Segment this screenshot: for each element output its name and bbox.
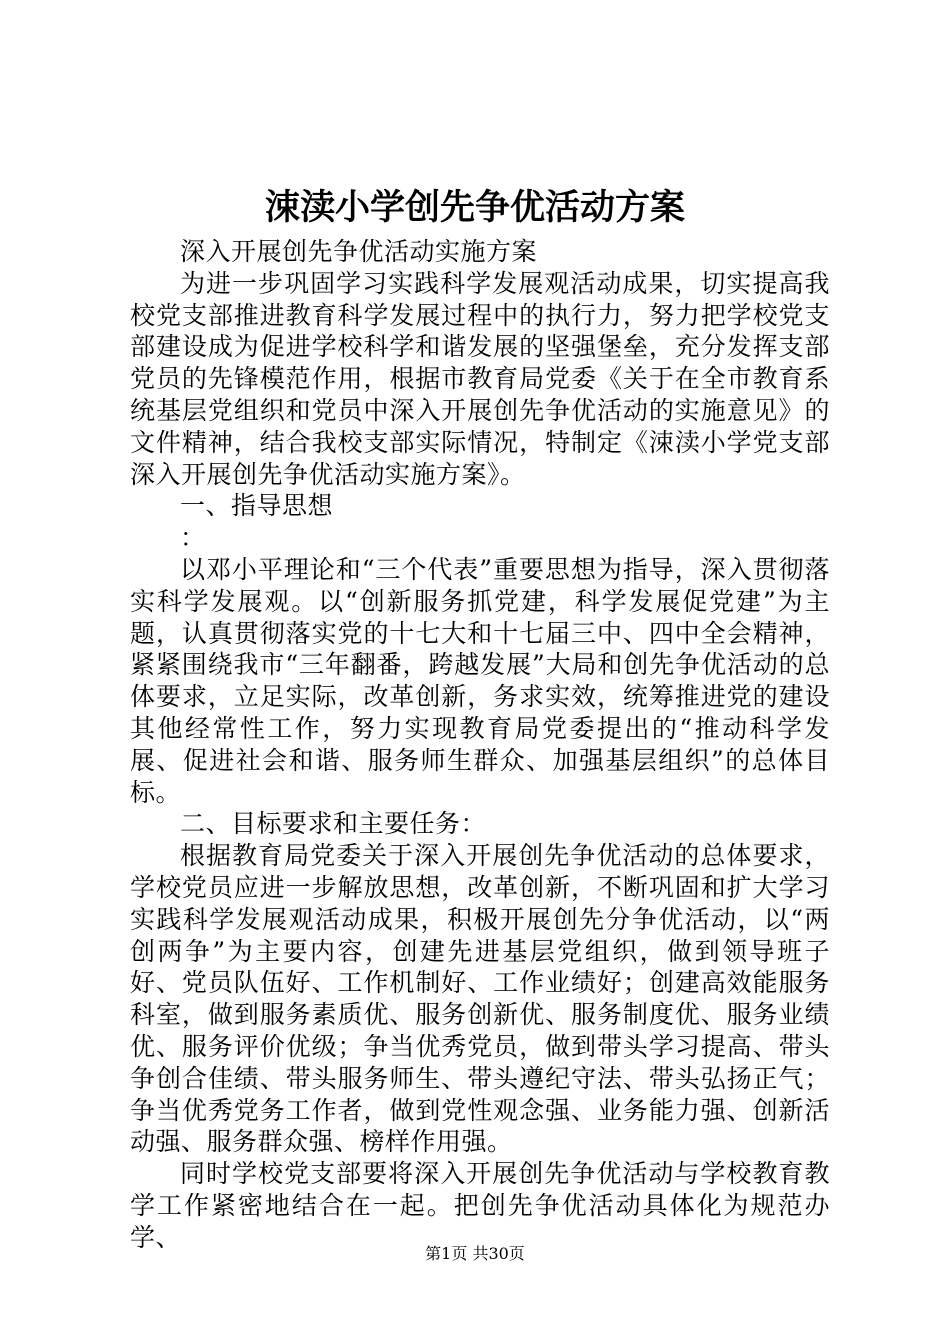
paragraph-subtitle: 深入开展创先争优活动实施方案	[180, 237, 538, 266]
page-footer: 第1页 共30页	[425, 1244, 525, 1263]
section-heading-guiding-thought: 一、指导思想	[180, 491, 334, 521]
section-heading-goals: 二、目标要求和主要任务：	[180, 809, 487, 839]
paragraph-goals: 根据教育局党委关于深入开展创先争优活动的总体要求，学校党员应进一步解放思想，改革创新，不断巩固和扩大学习实践科学发展观活动成果，积极开展创先分争优活动，以“两创两争”为主要内容，创建先进基层党组织，做到领导班子好、党员队伍好、工作机制好、工作业绩好；创建高效能服务科室，做到服务素质优、服务创新优、服务制度优、服务业绩优、服务评价优级；争当优秀党员，做到带头学习提高、带头争创合佳绩、带头服务师生、带头遵纪守法、带头弘扬正气；争当优秀党务工作者，做到党性观念强、业务能力强、创新活动强、服务群众强、榜样作用强。	[130, 841, 830, 1157]
paragraph-integration: 同时学校党支部要将深入开展创先争优活动与学校教育教学工作紧密地结合在一起。把创先争优活动具体化为规范办学、	[130, 1159, 830, 1252]
document-body	[130, 236, 830, 1254]
paragraph-colon: ：	[180, 523, 206, 553]
paragraph-intro: 为进一步巩固学习实践科学发展观活动成果，切实提高我校党支部推进教育科学发展过程中的执行力，努力把学校党支部建设成为促进学校科学和谐发展的坚强堡垒，充分发挥支部党员的先锋模范作用，根据市教育局党委《关于在全市教育系统基层党组织和党员中深入开展创先争优活动的实施意见》的文件精神，结合我校支部实际情况，特制定《涑渎小学党支部深入开展创先争优活动实施方案》。	[130, 268, 830, 489]
document-title: 涑渎小学创先争优活动方案	[264, 187, 685, 228]
paragraph-guiding-thought: 以邓小平理论和“三个代表”重要思想为指导，深入贯彻落实科学发展观。以“创新服务抓党建，科学发展促党建”为主题，认真贯彻落实党的十七大和十七届三中、四中全会精神，紧紧围绕我市“三年翻番，跨越发展”大局和创先争优活动的总体要求，立足实际，改革创新，务求实效，统筹推进党的建设其他经常性工作，努力实现教育局党委提出的“推动科学发展、促进社会和谐、服务师生群众、加强基层组织”的总体目标。	[130, 554, 830, 807]
